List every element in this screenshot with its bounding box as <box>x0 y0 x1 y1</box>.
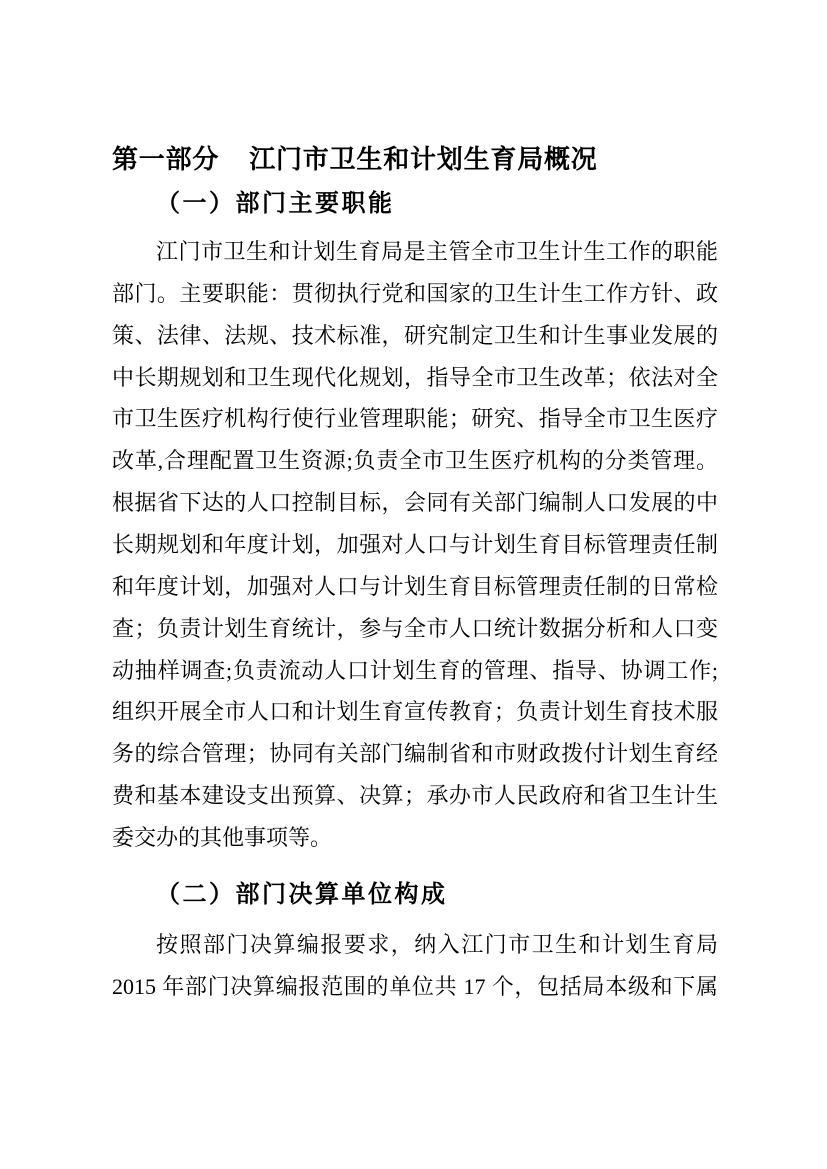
paragraph-unit-composition <box>112 924 718 1008</box>
text-line: 市卫生医疗机构行使行业管理职能；研究、指导全市卫生医疗 <box>112 406 718 432</box>
text-line: 部门。主要职能：贯彻执行党和国家的卫生计生工作方针、政 <box>112 280 718 306</box>
document-title <box>112 144 598 175</box>
text-line: 2015 年部门决算编报范围的单位共 17 个，包括局本级和下属 <box>112 973 718 999</box>
text-line: 按照部门决算编报要求，纳入江门市卫生和计划生育局 <box>156 932 718 957</box>
section-heading-2: （二）部门决算单位构成 <box>156 881 448 908</box>
text-line: 江门市卫生和计划生育局是主管全市卫生计生工作的职能 <box>156 239 718 264</box>
text-line: 组织开展全市人口和计划生育宣传教育；负责计划生育技术服 <box>112 699 718 725</box>
text-line: 改革,合理配置卫生资源;负责全市卫生医疗机构的分类管理。 <box>112 448 718 474</box>
text-line: 根据省下达的人口控制目标，会同有关部门编制人口发展的中 <box>112 490 718 516</box>
text-line: 查；负责计划生育统计，参与全市人口统计数据分析和人口变 <box>112 615 718 641</box>
title-subject: 江门市卫生和计划生育局概况 <box>249 144 598 174</box>
text-line: 费和基本建设支出预算、决算；承办市人民政府和省卫生计生 <box>112 783 718 809</box>
title-part-label: 第一部分 <box>112 144 220 174</box>
text-line: 中长期规划和卫生现代化规划，指导全市卫生改革；依法对全 <box>112 364 718 390</box>
text-line: 动抽样调查;负责流动人口计划生育的管理、指导、协调工作; <box>112 657 718 683</box>
title-spacer <box>219 167 249 168</box>
text-line: 策、法律、法规、技术标准，研究制定卫生和计生事业发展的 <box>112 322 718 348</box>
text-line: 和年度计划，加强对人口与计划生育目标管理责任制的日常检 <box>112 573 718 599</box>
section-heading-1: （一）部门主要职能 <box>156 190 395 217</box>
paragraph-main-functions <box>112 231 718 859</box>
text-line: 务的综合管理；协同有关部门编制省和市财政拨付计划生育经 <box>112 741 718 767</box>
text-line: 委交办的其他事项等。 <box>112 825 333 851</box>
text-line: 长期规划和年度计划，加强对人口与计划生育目标管理责任制 <box>112 532 718 558</box>
